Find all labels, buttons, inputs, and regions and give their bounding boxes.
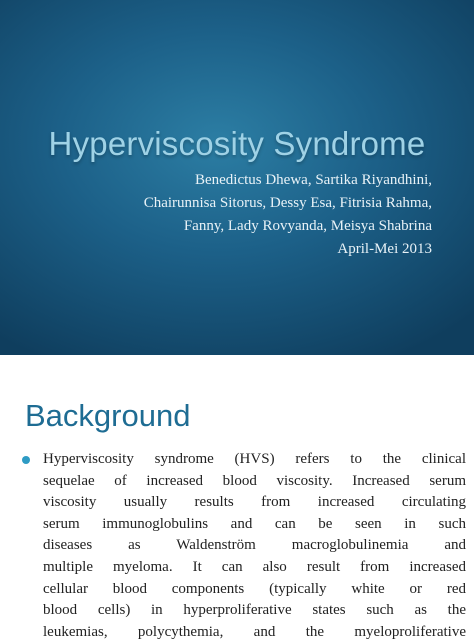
author-line: Chairunnisa Sitorus, Dessy Esa, Fitrisia Rahma, [143, 195, 432, 211]
bullet-line: cellular blood components (typically white or red [43, 580, 466, 597]
bullet-line: Hyperviscosity syndrome (HVS) refers to the clinical [43, 451, 466, 467]
background-slide [0, 382, 474, 640]
author-line: Fanny, Lady Rovyanda, Meisya Shabrina [183, 218, 432, 234]
date-line: April-Mei 2013 [337, 241, 432, 257]
bullet-line: blood cells) in hyperproliferative states such as the [43, 602, 466, 619]
author-line: Benedictus Dhewa, Sartika Riyandhini, [194, 172, 432, 188]
bullet-line: multiple myeloma. It can also result from increased [43, 558, 466, 575]
bullet-line: sequelae of increased blood viscosity. Increased serum [43, 472, 466, 489]
bullet-dot-icon [22, 456, 30, 464]
slide-title: Hyperviscosity Syndrome [48, 125, 426, 162]
bullet-text [43, 449, 466, 643]
authors-block [12, 169, 432, 261]
bullet-line: serum immunoglobulins and can be seen in such [43, 515, 466, 532]
slide-heading: Background [25, 398, 191, 433]
bullet-line: leukemias, polycythemia, and the myeloproliferative [43, 623, 466, 640]
bullet-line: viscosity usually results from increased circulating [43, 494, 466, 511]
bullet-line: diseases as Waldenström macroglobulinemia and [43, 537, 466, 554]
